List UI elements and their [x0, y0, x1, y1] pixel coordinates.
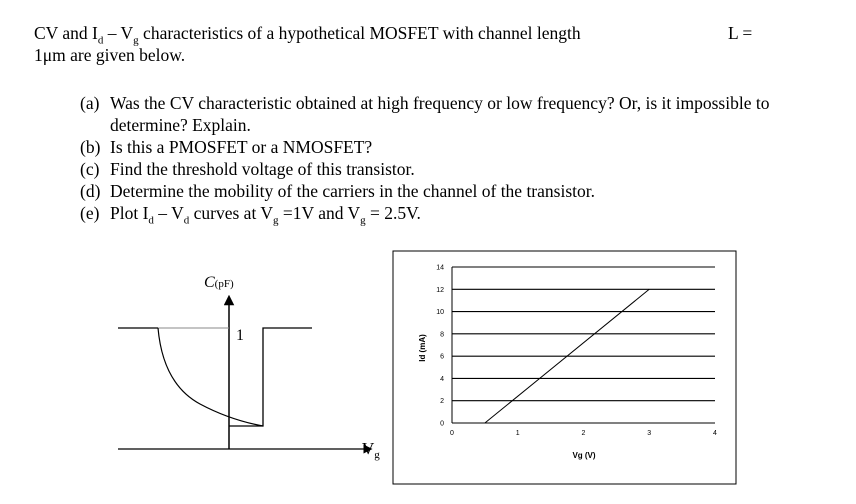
- intro-sub-d: d: [97, 34, 104, 47]
- x-tick-label: 4: [713, 430, 717, 437]
- question-text: Was the CV characteristic obtained at high frequency or low frequency? Or, is it impossible to determine? Explain.: [110, 93, 770, 135]
- y-tick-label: 12: [436, 286, 444, 294]
- intro-text-c: characteristics of a hypothetical MOSFET with channel length: [138, 23, 581, 43]
- y-tick-label: 10: [436, 309, 444, 317]
- y-tick-label: 6: [440, 353, 444, 361]
- x-tick-label: 3: [647, 430, 652, 437]
- length-equals: L =: [728, 23, 753, 43]
- intro-sub-g: g: [133, 34, 139, 47]
- x-axis-label: Vg (V): [572, 451, 596, 460]
- intro-line-2: 1μm are given below.: [34, 45, 186, 65]
- y-axis-label: Id (mA): [418, 334, 427, 362]
- chart-border: [393, 251, 736, 484]
- intro-text-b: – V: [103, 23, 134, 43]
- y-tick-label: 8: [440, 331, 444, 339]
- cv-x-label: $V_g$: [362, 439, 380, 461]
- question-text: Find the threshold voltage of this transistor.: [110, 159, 415, 179]
- y-tick-label: 14: [436, 264, 444, 272]
- y-tick-label: 0: [440, 420, 444, 428]
- question-text: Determine the mobility of the carriers in the channel of the transistor.: [110, 181, 595, 201]
- question-label: (b): [80, 137, 101, 157]
- question-label: (e): [80, 203, 100, 223]
- y-tick-label: 2: [440, 398, 444, 406]
- question-label: (d): [80, 181, 101, 201]
- x-tick-label: 0: [450, 430, 454, 437]
- question-text: Plot $I_d - V_d$ curves at $V_g =1V$ and $V_g = 2.5V$.: [110, 203, 421, 227]
- x-tick-label: 1: [515, 430, 520, 437]
- question-text: Is this a PMOSFET or a NMOSFET?: [110, 137, 373, 157]
- x-tick-label: 2: [581, 430, 586, 437]
- cv-depletion-curve: [158, 328, 263, 426]
- cv-y-label: C(pF): [204, 274, 234, 291]
- intro-text-a: CV and I: [34, 23, 98, 43]
- id-vg-chart: [392, 250, 738, 486]
- cv-level-label: 1: [236, 327, 244, 344]
- question-label: (c): [80, 159, 100, 179]
- question-label: (a): [80, 93, 100, 113]
- y-tick-label: 4: [440, 375, 444, 383]
